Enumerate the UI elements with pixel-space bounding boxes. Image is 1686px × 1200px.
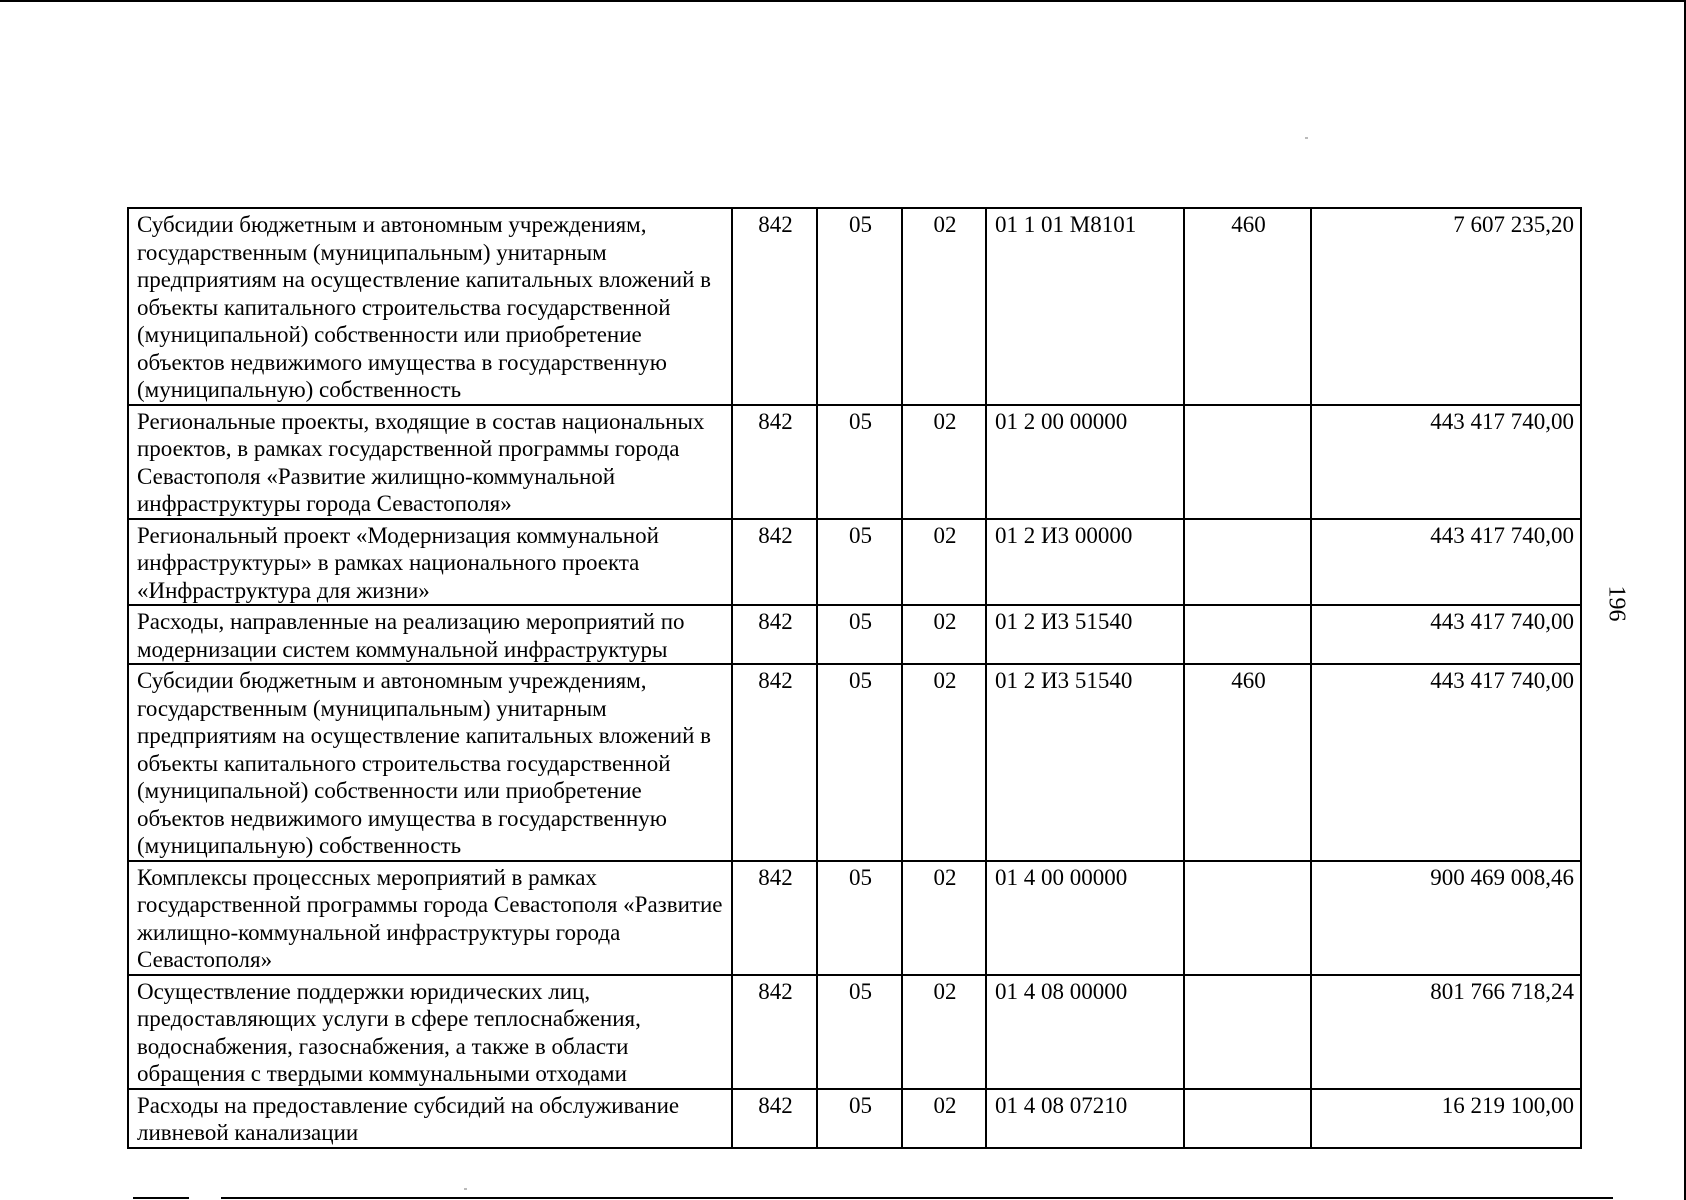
row-section-code: 05 (817, 975, 902, 1089)
scan-speck (1305, 137, 1308, 139)
row-amount: 443 417 740,00 (1311, 664, 1581, 861)
budget-table-body (128, 208, 1581, 1148)
row-subsection-code: 02 (902, 405, 986, 519)
scan-bottom-line-left (133, 1197, 189, 1199)
table-row (128, 1089, 1581, 1148)
row-name: Региональный проект «Модернизация коммунальной инфраструктуры» в рамках национального проекта «Инфраструктура для жизни» (128, 519, 732, 606)
row-department-code: 842 (732, 975, 817, 1089)
page-top-border (0, 0, 1686, 2)
row-section-code: 05 (817, 208, 902, 405)
row-amount: 900 469 008,46 (1311, 861, 1581, 975)
row-section-code: 05 (817, 1089, 902, 1148)
row-target-article-code: 01 4 00 00000 (986, 861, 1184, 975)
row-name: Субсидии бюджетным и автономным учреждениям, государственным (муниципальным) унитарным предприятиям на осуществление капитальных вложений в объекты капитального строительства государственной (муниципальной) собственности или приобретение объектов недвижимого имущества в государственную (муниципальную) собственность (128, 208, 732, 405)
page-number: 196 (1603, 585, 1630, 622)
row-expense-type-code (1184, 1089, 1311, 1148)
row-subsection-code: 02 (902, 1089, 986, 1148)
row-expense-type-code: 460 (1184, 664, 1311, 861)
scan-bottom-line-right (221, 1197, 1613, 1199)
row-name: Субсидии бюджетным и автономным учреждениям, государственным (муниципальным) унитарным предприятиям на осуществление капитальных вложений в объекты капитального строительства государственной (муниципальной) собственности или приобретение объектов недвижимого имущества в государственную (муниципальную) собственность (128, 664, 732, 861)
table-row (128, 664, 1581, 861)
row-subsection-code: 02 (902, 208, 986, 405)
budget-table (127, 207, 1582, 1149)
row-expense-type-code (1184, 405, 1311, 519)
row-department-code: 842 (732, 405, 817, 519)
row-section-code: 05 (817, 861, 902, 975)
row-section-code: 05 (817, 664, 902, 861)
row-expense-type-code (1184, 605, 1311, 664)
row-target-article-code: 01 2 И3 00000 (986, 519, 1184, 606)
row-amount: 443 417 740,00 (1311, 605, 1581, 664)
scan-speck (464, 1188, 467, 1190)
row-name: Расходы на предоставление субсидий на обслуживание ливневой канализации (128, 1089, 732, 1148)
row-target-article-code: 01 4 08 00000 (986, 975, 1184, 1089)
row-section-code: 05 (817, 605, 902, 664)
table-row (128, 208, 1581, 405)
row-expense-type-code (1184, 519, 1311, 606)
row-subsection-code: 02 (902, 519, 986, 606)
row-department-code: 842 (732, 519, 817, 606)
table-row (128, 519, 1581, 606)
row-name: Осуществление поддержки юридических лиц, предоставляющих услуги в сфере теплоснабжения, водоснабжения, газоснабжения, а также в области обращения с твердыми коммунальными отходами (128, 975, 732, 1089)
table-row (128, 605, 1581, 664)
row-expense-type-code: 460 (1184, 208, 1311, 405)
table-row (128, 861, 1581, 975)
row-department-code: 842 (732, 861, 817, 975)
row-name: Расходы, направленные на реализацию мероприятий по модернизации систем коммунальной инфраструктуры (128, 605, 732, 664)
table-row (128, 405, 1581, 519)
row-subsection-code: 02 (902, 664, 986, 861)
row-section-code: 05 (817, 405, 902, 519)
row-name: Комплексы процессных мероприятий в рамках государственной программы города Севастополя «Развитие жилищно-коммунальной инфраструктуры города Севастополя» (128, 861, 732, 975)
row-department-code: 842 (732, 605, 817, 664)
row-department-code: 842 (732, 1089, 817, 1148)
row-target-article-code: 01 1 01 М8101 (986, 208, 1184, 405)
row-subsection-code: 02 (902, 861, 986, 975)
row-amount: 7 607 235,20 (1311, 208, 1581, 405)
row-department-code: 842 (732, 208, 817, 405)
row-section-code: 05 (817, 519, 902, 606)
row-amount: 16 219 100,00 (1311, 1089, 1581, 1148)
row-target-article-code: 01 2 И3 51540 (986, 605, 1184, 664)
row-subsection-code: 02 (902, 975, 986, 1089)
row-expense-type-code (1184, 975, 1311, 1089)
row-target-article-code: 01 2 00 00000 (986, 405, 1184, 519)
row-amount: 801 766 718,24 (1311, 975, 1581, 1089)
row-amount: 443 417 740,00 (1311, 405, 1581, 519)
row-expense-type-code (1184, 861, 1311, 975)
table-row (128, 975, 1581, 1089)
row-target-article-code: 01 2 И3 51540 (986, 664, 1184, 861)
row-subsection-code: 02 (902, 605, 986, 664)
row-department-code: 842 (732, 664, 817, 861)
row-name: Региональные проекты, входящие в состав национальных проектов, в рамках государственной программы города Севастополя «Развитие жилищно-коммунальной инфраструктуры города Севастополя» (128, 405, 732, 519)
row-target-article-code: 01 4 08 07210 (986, 1089, 1184, 1148)
row-amount: 443 417 740,00 (1311, 519, 1581, 606)
